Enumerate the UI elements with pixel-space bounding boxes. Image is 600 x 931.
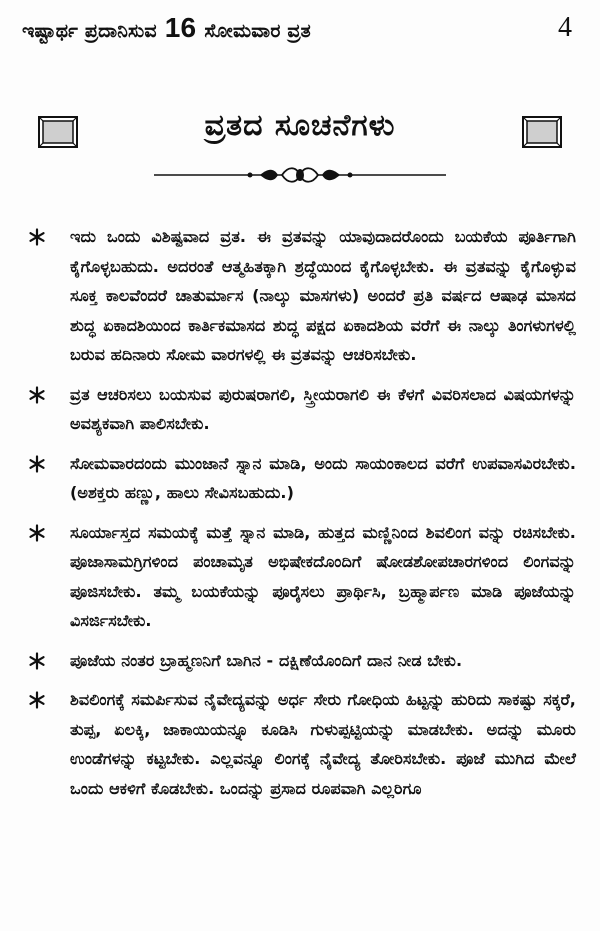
list-item <box>28 518 576 636</box>
rule-text: ಪೂಜೆಯ ನಂತರ ಬ್ರಾಹ್ಮಣನಿಗೆ ಬಾಗಿನ - ದಕ್ಷಿಣೆಯೊಂದಿಗೆ ದಾನ ನೀಡ ಬೇಕು. <box>70 650 463 670</box>
running-header <box>22 8 578 48</box>
asterisk-bullet-icon <box>28 524 46 542</box>
rule-text: ವ್ರತ ಆಚರಿಸಲು ಬಯಸುವ ಪುರುಷರಾಗಲಿ, ಸ್ತ್ರೀಯರಾಗಲಿ ಈ ಕೆಳಗೆ ವಿವರಿಸಲಾದ ವಿಷಯಗಳನ್ನು ಅವಶ್ಯಕವಾಗಿ ಪಾಲಿಸಬೇಕು. <box>70 384 576 433</box>
ornament-box-icon <box>522 116 562 148</box>
list-item <box>28 449 576 508</box>
running-title-suffix: ಸೋಮವಾರ ವ್ರತ <box>204 20 311 42</box>
asterisk-bullet-icon <box>28 386 46 404</box>
asterisk-bullet-icon <box>28 652 46 670</box>
list-item <box>28 646 576 676</box>
rule-text: ಇದು ಒಂದು ವಿಶಿಷ್ಟವಾದ ವ್ರತ. ಈ ವ್ರತವನ್ನು ಯಾವುದಾದರೊಂದು ಬಯಕೆಯ ಪೂರ್ತಿಗಾಗಿ ಕೈಗೊಳ್ಳಬಹುದು. ಅದರಂತೆ ಆತ್ಮಹಿತಕ್ಕಾಗಿ ಶ್ರದ್ಧೆಯಿಂದ ಕೈಗೊಳ್ಳಬೇಕು. ಈ ವ್ರತವನ್ನು ಕೈಗೊಳ್ಳುವ ಸೂಕ್ತ ಕಾಲವೆಂದರೆ ಚಾತುರ್ಮಾಸ (ನಾಲ್ಕು ಮಾಸಗಳು) ಅಂದರೆ ಪ್ರತಿ ವರ್ಷದ ಆಷಾಢ ಮಾಸದ ಶುದ್ಧ ಏಕಾದಶಿಯಿಂದ ಕಾರ್ತಿಕಮಾಸದ ಶುದ್ಧ ಪಕ್ಷದ ಏಕಾದಶಿಯ ವರೆಗೆ ಈ ನಾಲ್ಕು ತಿಂಗಳುಗಳಲ್ಲಿ ಬರುವ ಹದಿನಾರು ಸೋಮ ವಾರಗಳಲ್ಲಿ ಈ ವ್ರತವನ್ನು ಆಚರಿಸಬೇಕು. <box>70 227 576 364</box>
rule-text: ಶಿವಲಿಂಗಕ್ಕೆ ಸಮರ್ಪಿಸುವ ನೈವೇದ್ಯವನ್ನು ಅರ್ಧ ಸೇರು ಗೋಧಿಯ ಹಿಟ್ಟನ್ನು ಹುರಿದು ಸಾಕಷ್ಟು ಸಕ್ಕರೆ, ತುಪ್ಪ, ಏಲಕ್ಕಿ, ಜಾಕಾಯಿಯನ್ನೂ ಕೂಡಿಸಿ ಗುಳುಪ್ಪಟ್ಟಿಯನ್ನು ಮಾಡಬೇಕು. ಅದನ್ನು ಮೂರು ಉಂಡೆಗಳನ್ನು ಕಟ್ಟಬೇಕು. ಎಲ್ಲವನ್ನೂ ಲಿಂಗಕ್ಕೆ ನೈವೇದ್ಯ ತೋರಿಸಬೇಕು. ಪೂಜೆ ಮುಗಿದ ಮೇಲೆ ಒಂದು ಆಕಳಿಗೆ ಕೊಡಬೇಕು. ಒಂದನ್ನು ಪ್ರಸಾದ ರೂಪವಾಗಿ ಎಲ್ಲರಿಗೂ <box>70 690 576 798</box>
page-number: 4 <box>558 12 572 43</box>
rule-text: ಸೂರ್ಯಾಸ್ತದ ಸಮಯಕ್ಕೆ ಮತ್ತೆ ಸ್ನಾನ ಮಾಡಿ, ಹುತ್ತದ ಮಣ್ಣಿನಿಂದ ಶಿವಲಿಂಗ ವನ್ನು ರಚಿಸಬೇಕು. ಪೂಜಾಸಾಮಗ್ರಿಗಳಿಂದ ಪಂಚಾಮೃತ ಅಭಿಷೇಕದೊಂದಿಗೆ ಷೋಡಶೋಪಚಾರಗಳಿಂದ ಲಿಂಗವನ್ನು ಪೂಜಿಸಬೇಕು. ತಮ್ಮ ಬಯಕೆಯನ್ನು ಪೂರೈಸಲು ಪ್ರಾರ್ಥಿಸಿ, ಬ್ರಹ್ಮಾರ್ಪಣ ಮಾಡಿ ಪೂಜೆಯನ್ನು ವಿಸರ್ಜಿಸಬೇಕು. <box>70 522 576 630</box>
chapter-title: ವ್ರತದ ಸೂಚನೆಗಳು <box>204 108 396 143</box>
rule-text: ಸೋಮವಾರದಂದು ಮುಂಜಾನೆ ಸ್ನಾನ ಮಾಡಿ, ಅಂದು ಸಾಯಂಕಾಲದ ವರೆಗೆ ಉಪವಾಸವಿರಬೇಕು. (ಅಶಕ್ತರು ಹಣ್ಣು, ಹಾಲು ಸೇವಿಸಬಹುದು.) <box>70 453 576 502</box>
list-item <box>28 685 576 803</box>
asterisk-bullet-icon <box>28 691 46 709</box>
asterisk-bullet-icon <box>28 455 46 473</box>
asterisk-bullet-icon <box>28 228 46 246</box>
chapter-heading <box>0 108 600 188</box>
vrata-rules-list <box>28 222 576 813</box>
running-title <box>22 12 311 44</box>
running-title-number: 16 <box>164 12 197 43</box>
flourish-divider-icon <box>150 162 450 188</box>
list-item <box>28 222 576 370</box>
running-title-prefix: ಇಷ್ಟಾರ್ಥ ಪ್ರದಾನಿಸುವ <box>22 20 157 42</box>
list-item <box>28 380 576 439</box>
